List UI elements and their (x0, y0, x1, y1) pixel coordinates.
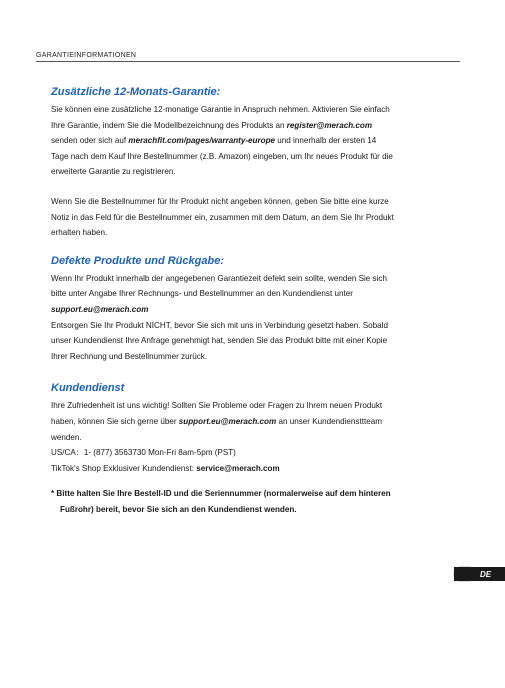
language-tab: DE (454, 567, 505, 581)
content (51, 85, 459, 517)
text-line: Sie können eine zusätzliche 12-monatige Garantie in Anspruch nehmen. Aktivieren Sie einfach (51, 105, 390, 114)
text-line: Wenn Ihr Produkt innerhalb der angegebenen Garantiezeit defekt sein sollte, wenden Sie sich (51, 273, 387, 283)
text-line: Entsorgen Sie Ihr Produkt NICHT, bevor Sie sich mit uns in Verbindung gesetzt haben. Sobald (51, 320, 388, 330)
support-email-link[interactable]: support.eu@merach.com (51, 304, 149, 314)
text-line: Notiz in das Feld für die Bestellnummer ein, zusammen mit dem Datum, an dem Sie Ihr Produkt (51, 212, 394, 222)
register-email-link[interactable]: register@merach.com (286, 120, 373, 130)
text-line: und innerhalb der ersten 14 (275, 136, 377, 146)
note-line: Fußrohr) bereit, bevor Sie sich an den Kundendienst wenden. (60, 504, 297, 514)
text-line: unser Kundendienst Ihre Anfrage genehmigt hat, senden Sie das Produkt bitte mit einer Kopie (51, 336, 388, 346)
defective-paragraph (51, 271, 459, 365)
text-line: wenden. (51, 432, 82, 442)
text-line: TikTok's Shop Exklusiver Kundendienst: (51, 463, 197, 473)
text-line: Ihrer Rechnung und Bestellnummer zurück. (51, 351, 208, 361)
note-line: * Bitte halten Sie Ihre Bestell-ID und die Seriennummer (normalerweise auf dem hinteren (51, 489, 391, 499)
text-line: Ihre Zufriedenheit ist uns wichtig! Sollten Sie Probleme oder Fragen zu Ihrem neuen Produkt (51, 401, 383, 411)
order-number-paragraph (51, 194, 459, 241)
text-line: Ihre Garantie, indem Sie die Modellbezeichnung des Produkts an (51, 120, 287, 130)
warranty-paragraph (51, 102, 459, 180)
text-line: haben, können Sie sich gerne über (51, 416, 179, 426)
service-email-link[interactable]: service@merach.com (196, 463, 280, 473)
section-title-warranty: Zusätzliche 12-Monats-Garantie: (51, 86, 221, 98)
service-paragraph (51, 398, 459, 476)
section-title-service: Kundendienst (51, 382, 125, 395)
text-line: an unser Kundendiensttteam (276, 416, 382, 426)
text-line: senden oder sich auf (51, 136, 129, 146)
note (51, 486, 459, 517)
phone-line: US/CA：1- (877) 3563730 Mon-Fri 8am-5pm (PST) (51, 448, 236, 458)
warranty-url-link[interactable]: merachfit.com/pages/warranty-europe (128, 136, 276, 146)
text-line: bitte unter Angabe Ihrer Rechnungs- und Bestellnummer an den Kundendienst unter (51, 289, 353, 299)
section-title-defective: Defekte Produkte und Rückgabe: (51, 254, 224, 267)
page-header: GARANTIEINFORMATIONEN (36, 52, 460, 62)
text-line: Wenn Sie die Bestellnummer für Ihr Produkt nicht angeben können, geben Sie bitte eine kurze (51, 196, 389, 206)
support-email-link[interactable]: support.eu@merach.com (178, 416, 277, 426)
text-line: erhalten haben. (51, 228, 108, 238)
text-line: erweiterte Garantie zu registrieren. (51, 167, 176, 177)
text-line: Tage nach dem Kauf Ihre Bestellnummer (z.B. Amazon) eingeben, um Ihr neues Produkt für die (51, 151, 393, 161)
